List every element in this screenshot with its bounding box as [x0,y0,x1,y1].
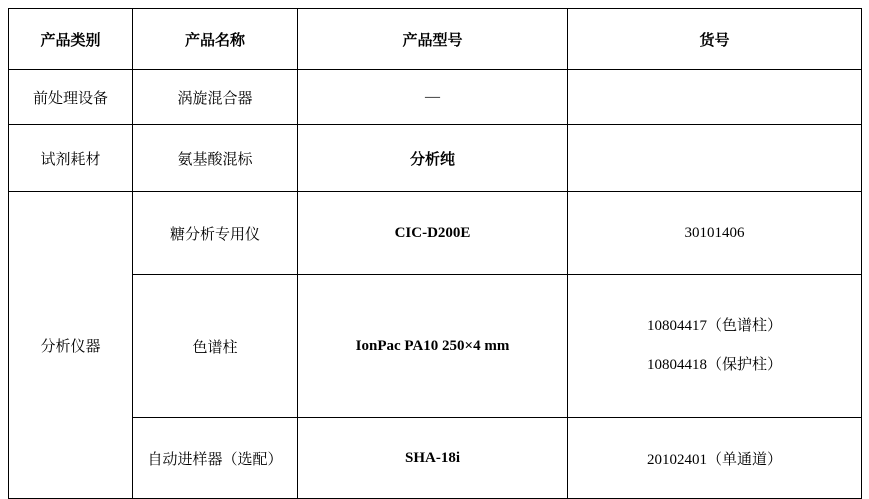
table-row [9,418,862,499]
column-header-model: 产品型号 [298,9,568,70]
cell-model: — [298,70,568,125]
table-body [9,70,862,499]
cell-model: CIC-D200E [298,192,568,275]
cell-model: 分析纯 [298,125,568,192]
sku-line-column: 10804417（色谱柱） [646,318,782,334]
cell-sku: 20102401（单通道） [568,418,862,499]
cell-model: IonPac PA10 250×4 mm [298,275,568,418]
cell-product-name: 涡旋混合器 [133,70,298,125]
cell-sku [568,275,862,418]
table-header [9,9,862,70]
cell-sku [568,70,862,125]
cell-product-name: 色谱柱 [133,275,298,418]
cell-sku: 30101406 [568,192,862,275]
cell-product-name: 氨基酸混标 [133,125,298,192]
cell-category: 前处理设备 [9,70,133,125]
cell-product-name: 糖分析专用仪 [133,192,298,275]
table-header-row [9,9,862,70]
product-spec-table [8,8,862,499]
table-row [9,125,862,192]
column-header-sku: 货号 [568,9,862,70]
table-row [9,275,862,418]
table-row [9,192,862,275]
cell-product-name: 自动进样器（选配） [133,418,298,499]
sku-line-guard: 10804418（保护柱） [646,357,782,373]
cell-model: SHA-18i [298,418,568,499]
table-row [9,70,862,125]
cell-category: 试剂耗材 [9,125,133,192]
cell-category-merged: 分析仪器 [9,192,133,499]
column-header-product-name: 产品名称 [133,9,298,70]
column-header-category: 产品类别 [9,9,133,70]
cell-sku [568,125,862,192]
